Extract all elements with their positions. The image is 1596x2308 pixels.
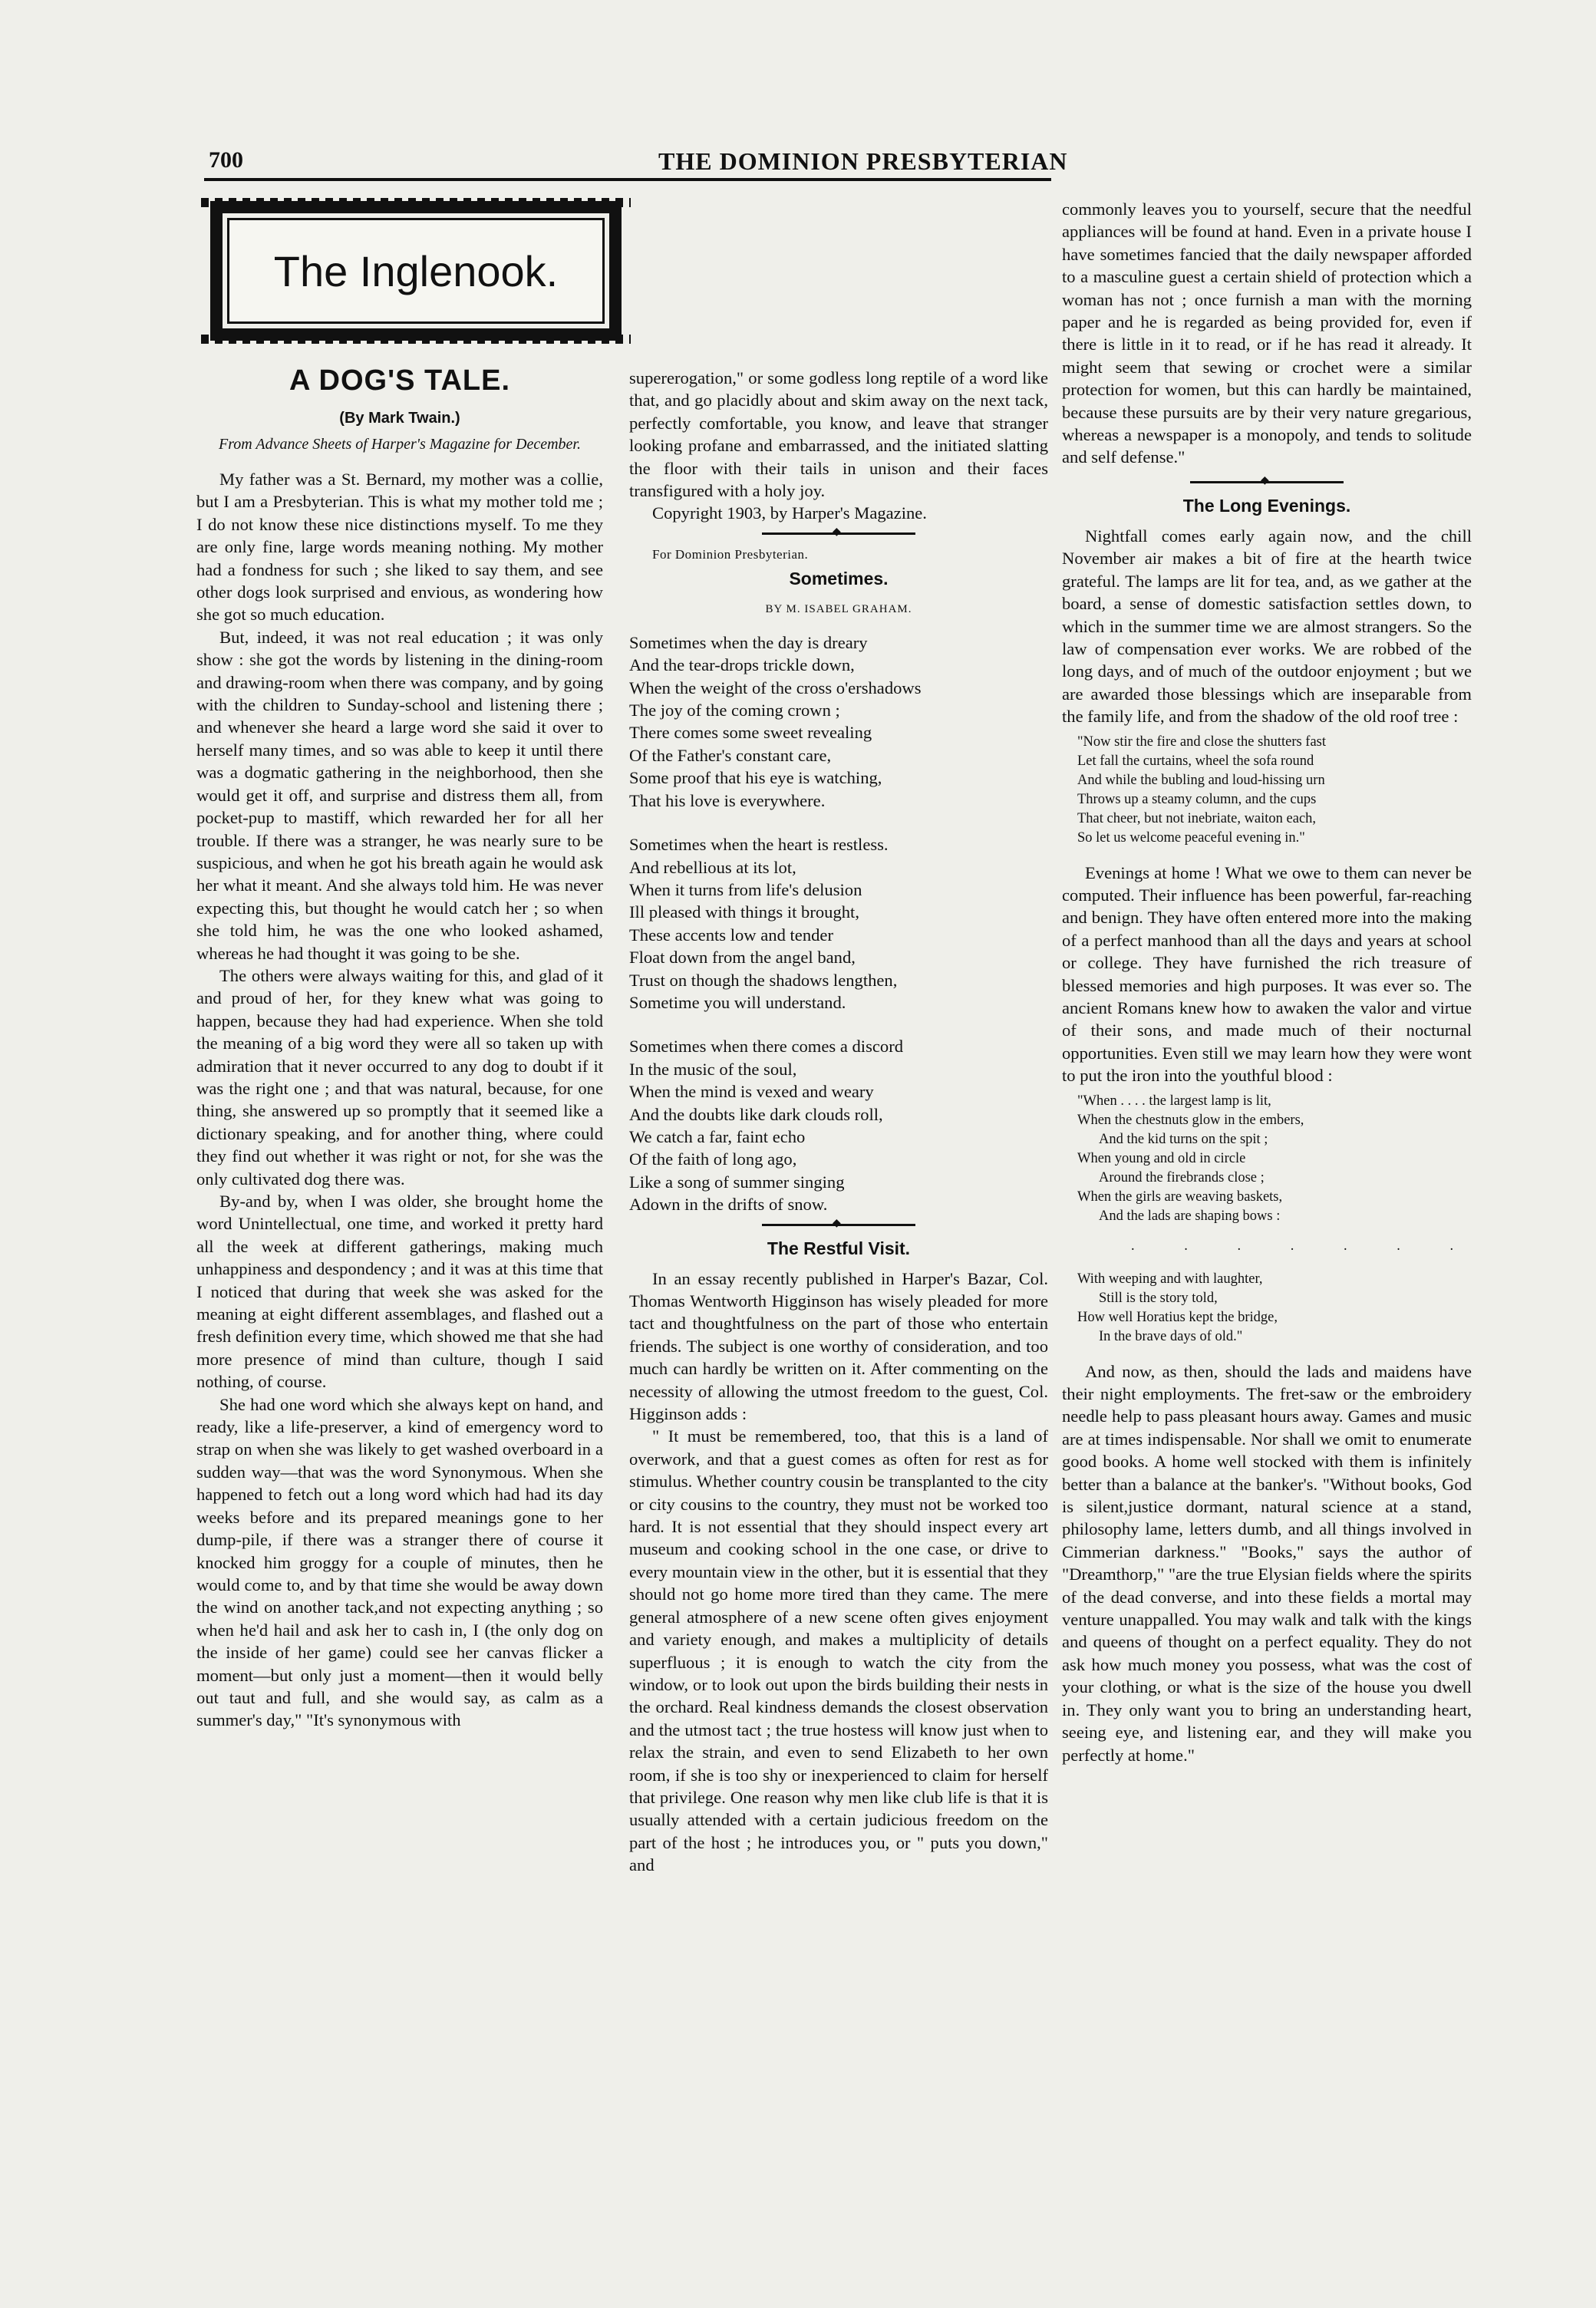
paragraph: But, indeed, it was not real education ; it was only show : she got the words by listening in the dining-room and drawing-room when there was company, and by going with the children to Sunday-school and listening there ; and whenever she heard a large word she said it over to herself many times, and so was able to keep it until there was a dogmatic gathering in the neighborhood, then she would get it off, and surprise and distress them all, from pocket-pup to mastiff, which rewarded her for all her trouble. If there was a stranger, he was nearly sure to be suspicious, and when he got his breath again he would ask her what it meant. And she always told him. He was never expecting this, but thought he would catch her ; so when she told him, he was the one who looked ashamed, whereas he had thought it was going to be she. bbox=[196, 627, 603, 963]
poem-line: Of the Father's constant care, bbox=[629, 745, 832, 765]
quote-line: "Now stir the fire and close the shutters fast bbox=[1077, 734, 1327, 750]
poem-line: Of the faith of long ago, bbox=[629, 1149, 797, 1169]
poem-line: Like a song of summer singing bbox=[629, 1172, 845, 1192]
column-1 bbox=[196, 361, 603, 1732]
poem-line: When it turns from life's delusion bbox=[629, 879, 862, 899]
paragraph: In an essay recently published in Harper's Bazar, Col. Thomas Wentworth Higginson has wisely pleaded for more tact and thoughtfulness on the part of those who entertain friends. The subject is one worthy of consideration, and too much can hardly be written on it. After commenting on the necessity of allowing the utmost freedom to the guest, Col. Higginson adds : bbox=[629, 1268, 1048, 1424]
quote-line: And the kid turns on the spit ; bbox=[1099, 1131, 1268, 1147]
quote-line: So let us welcome peaceful evening in." bbox=[1077, 829, 1305, 846]
paragraph: The others were always waiting for this, and glad of it and proud of her, for they knew what was going to happen, because they had had experience. When she told the meaning of a big word they were all so taken up with admiration that it never occurred to any dog to doubt if it was the right one ; and that was natural, because, for one thing, she answered up so promptly that it seemed like a dictionary speaking, and for another thing, where could they find out whether it was right or not, for she was the only cultivated dog there was. bbox=[196, 965, 603, 1189]
verse-quote bbox=[1077, 733, 1472, 848]
quote-line: That cheer, but not inebriate, waiton each, bbox=[1077, 810, 1317, 826]
poem-line: There comes some sweet revealing bbox=[629, 723, 872, 743]
quote-line: And the lads are shaping bows : bbox=[1099, 1208, 1281, 1224]
paragraph: Nightfall comes early again now, and the chill November air makes a bit of fire at the hearth twice grateful. The lamps are lit for tea, and, as we gather at the board, a sense of domestic satisfaction settles down, to which in the summer time we are almost strangers. So the law of compensation ever works. We are robbed of the long days, and of much of the outdoor enjoyment ; but we are awarded those blessings which are inseparable from the family life, and from the shadow of the old roof tree : bbox=[1062, 526, 1472, 727]
poem-line: In the music of the soul, bbox=[629, 1059, 797, 1079]
publication-title: THE DOMINION PRESBYTERIAN bbox=[658, 147, 1068, 175]
quote-line: Throws up a steamy column, and the cups bbox=[1077, 791, 1317, 807]
header-rule bbox=[204, 178, 1051, 181]
paragraph: She had one word which she always kept on hand, and ready, like a life-preserver, a kind of emergency word to strap on when she was likely to get washed overboard in a sudden way—that was the word Synonymous. When she happened to fetch out a long word which had had its day weeks before and its prepared meanings gone to her dump-pile, if there was a stranger there of course it knocked him groggy for a couple of minutes, then he would come to, and by that time she would be away down the wind on another tack,and not expecting anything ; so when he'd hail and ask her to cash in, I (the only dog on the inside of her game) could see her canvas flicker a moment—but only just a moment—then it would belly out taut and full, and she would say, as calm as a summer's day," "It's synonymous with bbox=[196, 1394, 603, 1730]
poem-line: These accents low and tender bbox=[629, 925, 833, 945]
poem-byline: BY M. ISABEL GRAHAM. bbox=[765, 602, 912, 615]
poem-line: That his love is everywhere. bbox=[629, 790, 826, 810]
poem-kicker: For Dominion Presbyterian. bbox=[652, 546, 809, 562]
source-note: From Advance Sheets of Harper's Magazine for December. bbox=[219, 436, 581, 453]
article-title-dogs-tale: A DOG'S TALE. bbox=[289, 364, 511, 397]
section-banner bbox=[201, 190, 631, 351]
ellipsis-dots: . . . . . . . bbox=[1131, 1238, 1477, 1254]
column-2 bbox=[629, 367, 1048, 1877]
paragraph: supererogation," or some godless long reptile of a word like that, and go placidly about and skim away on the next tack, perfectly comfortable, you know, and leave that stranger looking profane and embarrassed, and the initiated slatting the floor with their tails in unison and their faces transfigured with a holy joy. bbox=[629, 368, 1048, 501]
quote-line: In the brave days of old." bbox=[1099, 1328, 1243, 1344]
section-separator bbox=[762, 1224, 915, 1226]
poem-line: We catch a far, faint echo bbox=[629, 1126, 806, 1146]
paragraph: Evenings at home ! What we owe to them can never be computed. Their influence has been powerful, far-reaching and benign. They have often entered more into the making of a perfect manhood than all the days and years at school or college. They have furnished the rich treasure of blessed memories and high purposes. It was ever so. The ancient Romans knew how to awaken the valor and virtue of their sons, and made much of their nocturnal opportunities. Even still we may learn how they were wont to put the iron into the youthful blood : bbox=[1062, 862, 1472, 1086]
banner-title: The Inglenook. bbox=[273, 246, 559, 295]
paragraph: My father was a St. Bernard, my mother was a collie, but I am a Presbyterian. This is what my mother told me ; I do not know these nice distinctions myself. To me they are only fine, large words meaning nothing. My mother had a fondness for such ; she liked to say them, and see other dogs look surprised and envious, as wondering how she got so much education. bbox=[196, 470, 603, 625]
verse-quote bbox=[1077, 1092, 1477, 1347]
quote-line: Still is the story told, bbox=[1099, 1290, 1218, 1306]
poem-line: And the tear-drops trickle down, bbox=[629, 655, 855, 675]
section-separator bbox=[762, 532, 915, 535]
poem-line: And rebellious at its lot, bbox=[629, 857, 796, 877]
poem-line: Trust on though the shadows lengthen, bbox=[629, 970, 898, 990]
poem-line: Some proof that his eye is watching, bbox=[629, 768, 882, 788]
poem-line: Sometimes when there comes a discord bbox=[629, 1037, 904, 1057]
article-title-restful-visit: The Restful Visit. bbox=[767, 1238, 911, 1258]
poem-stanza bbox=[629, 1035, 1048, 1215]
quote-line: "When . . . . the largest lamp is lit, bbox=[1077, 1093, 1271, 1109]
poem-line: Adown in the drifts of snow. bbox=[629, 1195, 828, 1215]
poem-line: When the weight of the cross o'ershadows bbox=[629, 678, 922, 697]
poem-title: Sometimes. bbox=[789, 568, 889, 589]
poem-line: Sometime you will understand. bbox=[629, 992, 846, 1012]
quote-line: Let fall the curtains, wheel the sofa round bbox=[1077, 753, 1314, 769]
quote-line: And while the bubling and loud-hissing urn bbox=[1077, 772, 1325, 788]
byline-twain: (By Mark Twain.) bbox=[339, 410, 460, 427]
column-3 bbox=[1062, 198, 1477, 1766]
article-title-long-evenings: The Long Evenings. bbox=[1182, 495, 1351, 516]
quote-line: When the chestnuts glow in the embers, bbox=[1077, 1112, 1304, 1128]
poem-line: The joy of the coming crown ; bbox=[629, 701, 840, 720]
poem-line: Float down from the angel band, bbox=[629, 948, 856, 968]
quote-line: With weeping and with laughter, bbox=[1077, 1271, 1263, 1287]
paragraph: commonly leaves you to yourself, secure that the needful appliances will be found at hand. Even in a private house I have sometimes fancied that the daily newspaper afforded to a masculine guest a certain shield of protection which a woman has not ; once furnish a man with the morning paper and he is regarded as being provided for, even if there is little in it to read, or if he has read it already. It might seem that sewing or crochet were a similar protection for women, but this can hardly be maintained, because these pursuits are by their very nature gregarious, whereas a newspaper is a monopoly, and tends to solitude and self defense." bbox=[1062, 199, 1472, 467]
poem-line: When the mind is vexed and weary bbox=[629, 1082, 874, 1102]
quote-line: When the girls are weaving baskets, bbox=[1077, 1189, 1283, 1205]
poem-line: Ill pleased with things it brought, bbox=[629, 902, 859, 922]
paragraph: And now, as then, should the lads and maidens have their night employments. The fret-saw or the embroidery needle help to pass pleasant hours away. Games and music are at times indispensable. Nor shall we omit to enumerate good books. A home well stocked with them is infinitely better than a balance at the banker's. "Without books, God is silent,justice dormant, natural science at a stand, philosophy lame, letters dumb, and all things involved in Cimmerian darkness." "Books," says the author of "Dreamthorp," "are the true Elysian fields where the spirits of the dead converse, and into these fields a mortal may venture unappalled. You may walk and talk with the kings and queens of thought on a perfect equality. They do not ask how much money you possess, what was the cost of your clothing, or what is the size of the house you dwell in. They only want you to bring an understanding heart, seeing eye, and listening ear, and they will make you perfectly at home." bbox=[1062, 1361, 1472, 1765]
poem-stanza bbox=[629, 833, 1048, 1014]
section-separator bbox=[1190, 481, 1344, 483]
poem-stanza bbox=[629, 631, 1048, 812]
paragraph: " It must be remembered, too, that this is a land of overwork, and that a guest comes as often for rest as for stimulus. Whether country cousin be transplanted to the city or city cousins to the country, they must not be worked too hard. It is not essential that they should inspect every art museum and cooking school in the one case, or drive to every mountain view in the other, but it is essential that they should not go home more tired than they came. The mere general atmosphere of a new scene often gives enjoyment and variety enough, and makes a multiplicity of details superfluous ; it is enough to watch the city from the window, or to look out upon the birds building their nests in the orchard. Real kindness demands the closest observation and the utmost tact ; the true hostess will know just when to relax the strain, and even to send Elizabeth to her own room, if she is too shy or inexperienced to claim for herself that privilege. One reason why men like club life is that it is usually attended with a certain judicious freedom on the part of the host ; he introduces you, or " puts you down," and bbox=[629, 1426, 1048, 1875]
quote-line: When young and old in circle bbox=[1077, 1150, 1246, 1166]
paragraph: By-and by, when I was older, she brought home the word Unintellectual, one time, and worked it pretty hard all the week at different gatherings, making much unhappiness and despondency ; and it was at this time that I noticed that during that week she was asked for the meaning at eight different assemblages, and flashed out a fresh definition every time, which showed me that she had more presence of mind than culture, though I said nothing, of course. bbox=[196, 1192, 603, 1392]
page-number: 700 bbox=[209, 147, 243, 173]
quote-line: How well Horatius kept the bridge, bbox=[1077, 1309, 1278, 1325]
copyright-line: Copyright 1903, by Harper's Magazine. bbox=[652, 503, 927, 523]
quote-line: Around the firebrands close ; bbox=[1099, 1169, 1265, 1185]
banner-inner bbox=[227, 218, 605, 324]
poem-line: Sometimes when the heart is restless. bbox=[629, 835, 889, 855]
poem-line: Sometimes when the day is dreary bbox=[629, 632, 868, 652]
poem-line: And the doubts like dark clouds roll, bbox=[629, 1104, 883, 1124]
